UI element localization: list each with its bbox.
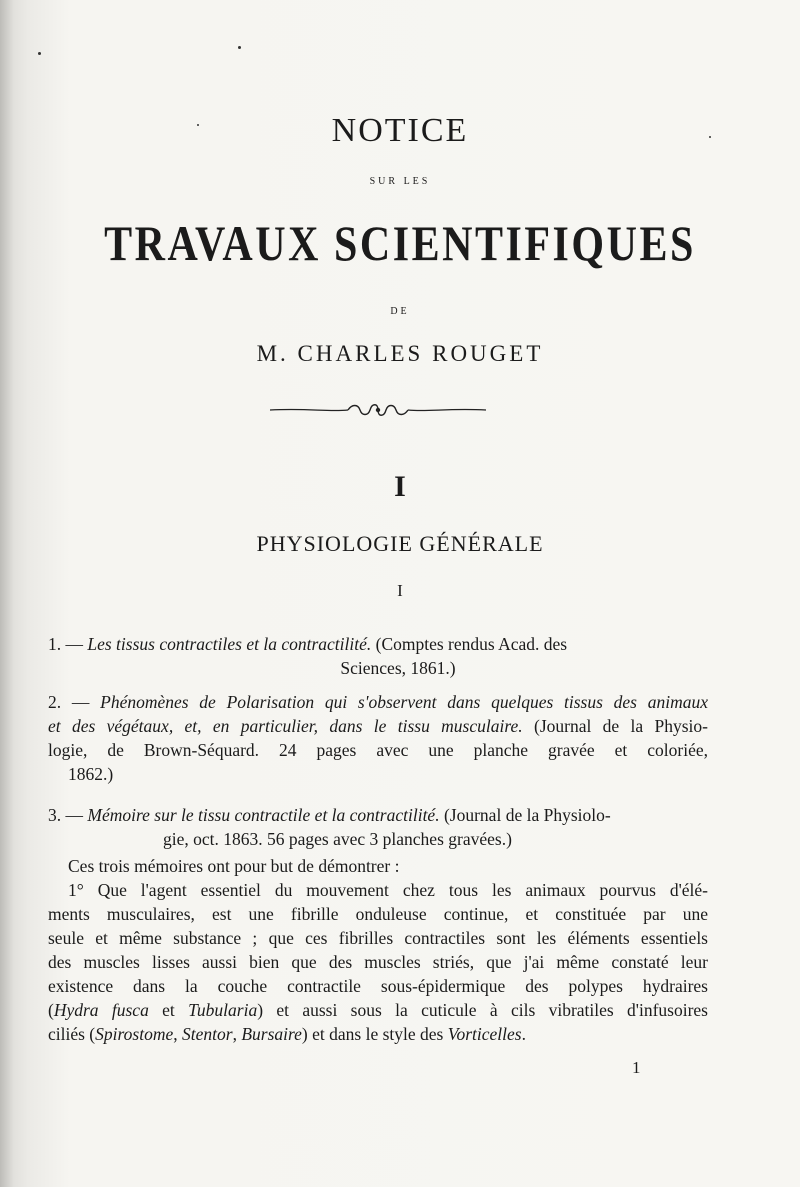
entry-title: Les tissus contractiles et la contractilité. <box>87 634 372 654</box>
subtitle-de: DE <box>390 306 410 317</box>
bibliography-entry-2 <box>48 690 708 786</box>
bibliography-entry-3 <box>48 803 708 851</box>
body-line-5: existence dans la couche contractile sous-épidermique des polypes hydraires <box>48 976 708 996</box>
entry-year: 1862.) <box>68 764 114 784</box>
species-name: Tubularia <box>188 1000 258 1020</box>
body-line-6: (Hydra fusca et Tubularia) et aussi sous la cuticule à cils vibratiles d'infusoires <box>48 1000 708 1020</box>
section-number: I <box>394 470 406 503</box>
entry-continuation: gie, oct. 1863. 56 pages avec 3 planches gravées.) <box>163 829 512 849</box>
body-line-3: seule et même substance ; que ces fibrilles contractiles sont les éléments essentiels <box>48 928 708 948</box>
species-name: Spirostome <box>95 1024 174 1044</box>
ink-speck <box>38 52 41 55</box>
ornament-divider <box>268 398 488 422</box>
main-title: TRAVAUX SCIENTIFIQUES <box>104 215 696 271</box>
entry-number: 3. — <box>48 805 83 825</box>
entry-source: (Journal de la Physiolo- <box>443 805 611 825</box>
entry-source: (Journal de la Physio- <box>534 716 708 736</box>
body-line-1: 1° Que l'agent essentiel du mouvement chez tous les animaux pourvus d'élé- <box>68 880 708 900</box>
entry-title-line-1: Phénomènes de Polarisation qui s'observent dans quelques tissus des animaux <box>100 692 709 712</box>
species-name: Stentor <box>182 1024 233 1044</box>
body-line-7: ciliés (Spirostome, Stentor, Bursaire) et dans le style des Vorticelles. <box>48 1024 526 1044</box>
intro-line: Ces trois mémoires ont pour but de démontrer : <box>68 856 400 876</box>
entry-details: logie, de Brown-Séquard. 24 pages avec une planche gravée et coloriée, <box>48 740 708 760</box>
page-number: 1 <box>632 1058 641 1077</box>
ink-speck <box>197 124 199 126</box>
entry-continuation: Sciences, 1861.) <box>340 658 456 678</box>
author-name: M. CHARLES ROUGET <box>256 341 544 366</box>
subtitle-sur-les: SUR LES <box>369 176 431 187</box>
ink-speck <box>238 46 241 49</box>
species-name: Bursaire <box>241 1024 302 1044</box>
species-name: Hydra fusca <box>53 1000 149 1020</box>
entry-title: Mémoire sur le tissu contractile et la contractilité. <box>87 805 440 825</box>
entry-number: 2. — <box>48 692 90 712</box>
entry-source: (Comptes rendus Acad. des <box>375 634 568 654</box>
entry-title-line-2: et des végétaux, et, en particulier, dans le tissu musculaire. <box>48 716 523 736</box>
bibliography-entry-1 <box>48 632 708 680</box>
body-line-4: des muscles lisses aussi bien que des muscles striés, que j'ai même constaté leur <box>48 952 708 972</box>
title-notice: NOTICE <box>331 112 469 149</box>
species-name: Vorticelles <box>447 1024 522 1044</box>
body-line-2: ments musculaires, est une fibrille onduleuse continue, et constituée par une <box>48 904 708 924</box>
body-paragraph <box>48 854 708 1046</box>
entry-number: 1. — <box>48 634 83 654</box>
ink-speck <box>709 136 711 138</box>
section-title: PHYSIOLOGIE GÉNÉRALE <box>256 531 544 556</box>
subsection-number: I <box>397 581 403 600</box>
